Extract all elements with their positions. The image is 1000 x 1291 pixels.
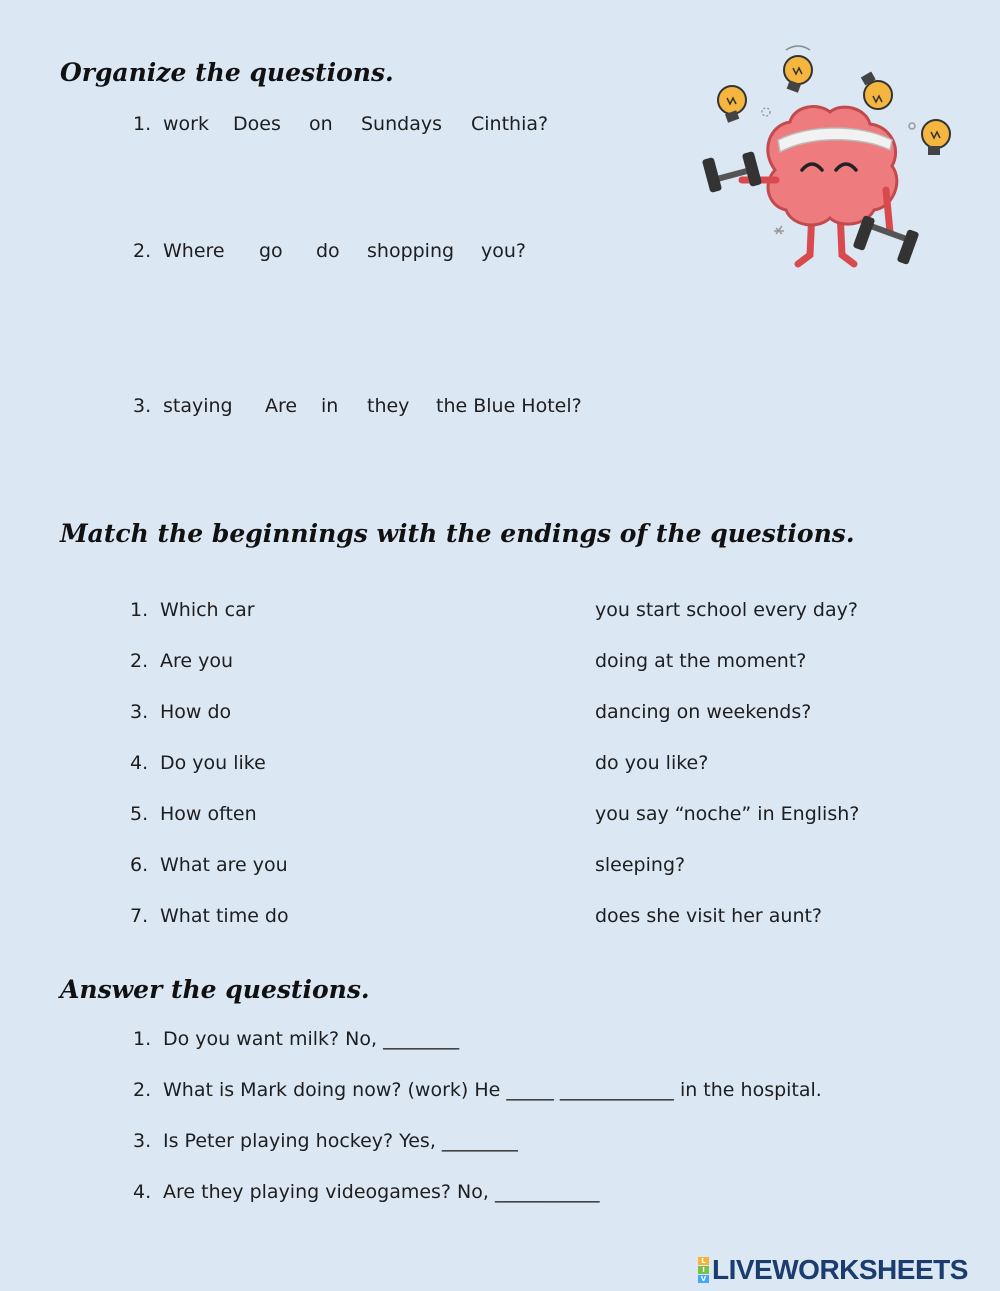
word-chip[interactable]: in	[321, 395, 339, 417]
word-chip[interactable]: Cinthia?	[471, 113, 549, 135]
lightbulb-icon	[861, 72, 892, 109]
logo-block-i: I	[698, 1266, 709, 1274]
match-ending-item[interactable]: you say “noche” in English?	[595, 803, 860, 825]
lightbulb-icon	[922, 120, 950, 155]
word-chip[interactable]: Sundays	[361, 113, 442, 135]
section-title-answer: Answer the questions.	[60, 975, 370, 1004]
match-ending-item[interactable]: does she visit her aunt?	[595, 905, 823, 927]
answer-input-line[interactable]: Are they playing videogames? No, ___________	[163, 1181, 600, 1203]
logo-block-l: L	[698, 1257, 709, 1265]
brain-lifting-weights-illustration	[690, 40, 960, 280]
section-title-match: Match the beginnings with the endings of the questions.	[60, 519, 855, 548]
word-chip[interactable]: Are	[265, 395, 298, 417]
section-title-organize: Organize the questions.	[60, 58, 394, 87]
lightbulb-icon	[718, 86, 746, 123]
match-ending-item[interactable]: do you like?	[595, 752, 709, 774]
word-chip[interactable]: go	[259, 240, 283, 262]
item-number: 1.	[133, 113, 152, 135]
item-number: 3.	[133, 395, 152, 417]
word-chip[interactable]: Where	[163, 240, 225, 262]
dumbbell-icon	[702, 151, 762, 193]
answer-input-line[interactable]: Is Peter playing hockey? Yes, ________	[163, 1130, 518, 1152]
word-chip[interactable]: staying	[163, 395, 233, 417]
word-chip[interactable]: they	[367, 395, 410, 417]
logo-block-v: V	[698, 1275, 709, 1283]
match-ending-item[interactable]: sleeping?	[595, 854, 686, 876]
answer-input-line[interactable]: Do you want milk? No, ________	[163, 1028, 460, 1050]
word-chip[interactable]: you?	[481, 240, 526, 262]
match-ending-item[interactable]: dancing on weekends?	[595, 701, 812, 723]
lightbulb-icon	[784, 46, 812, 93]
match-ending-item[interactable]: doing at the moment?	[595, 650, 807, 672]
word-chip[interactable]: work	[163, 113, 209, 135]
item-number: 2.	[133, 240, 152, 262]
match-ending-item[interactable]: you start school every day?	[595, 599, 858, 621]
logo-text: LIVEWORKSHEETS	[712, 1254, 968, 1285]
word-chip[interactable]: Does	[233, 113, 281, 135]
word-chip[interactable]: on	[309, 113, 333, 135]
word-chip[interactable]: shopping	[367, 240, 455, 262]
word-chip[interactable]: do	[316, 240, 340, 262]
answer-input-line[interactable]: What is Mark doing now? (work) He _____ ____________ in the hospital.	[163, 1079, 822, 1101]
word-chip[interactable]: the Blue Hotel?	[436, 395, 582, 417]
liveworksheets-logo	[698, 1254, 968, 1286]
liveworksheets-logo-icon	[698, 1257, 709, 1284]
